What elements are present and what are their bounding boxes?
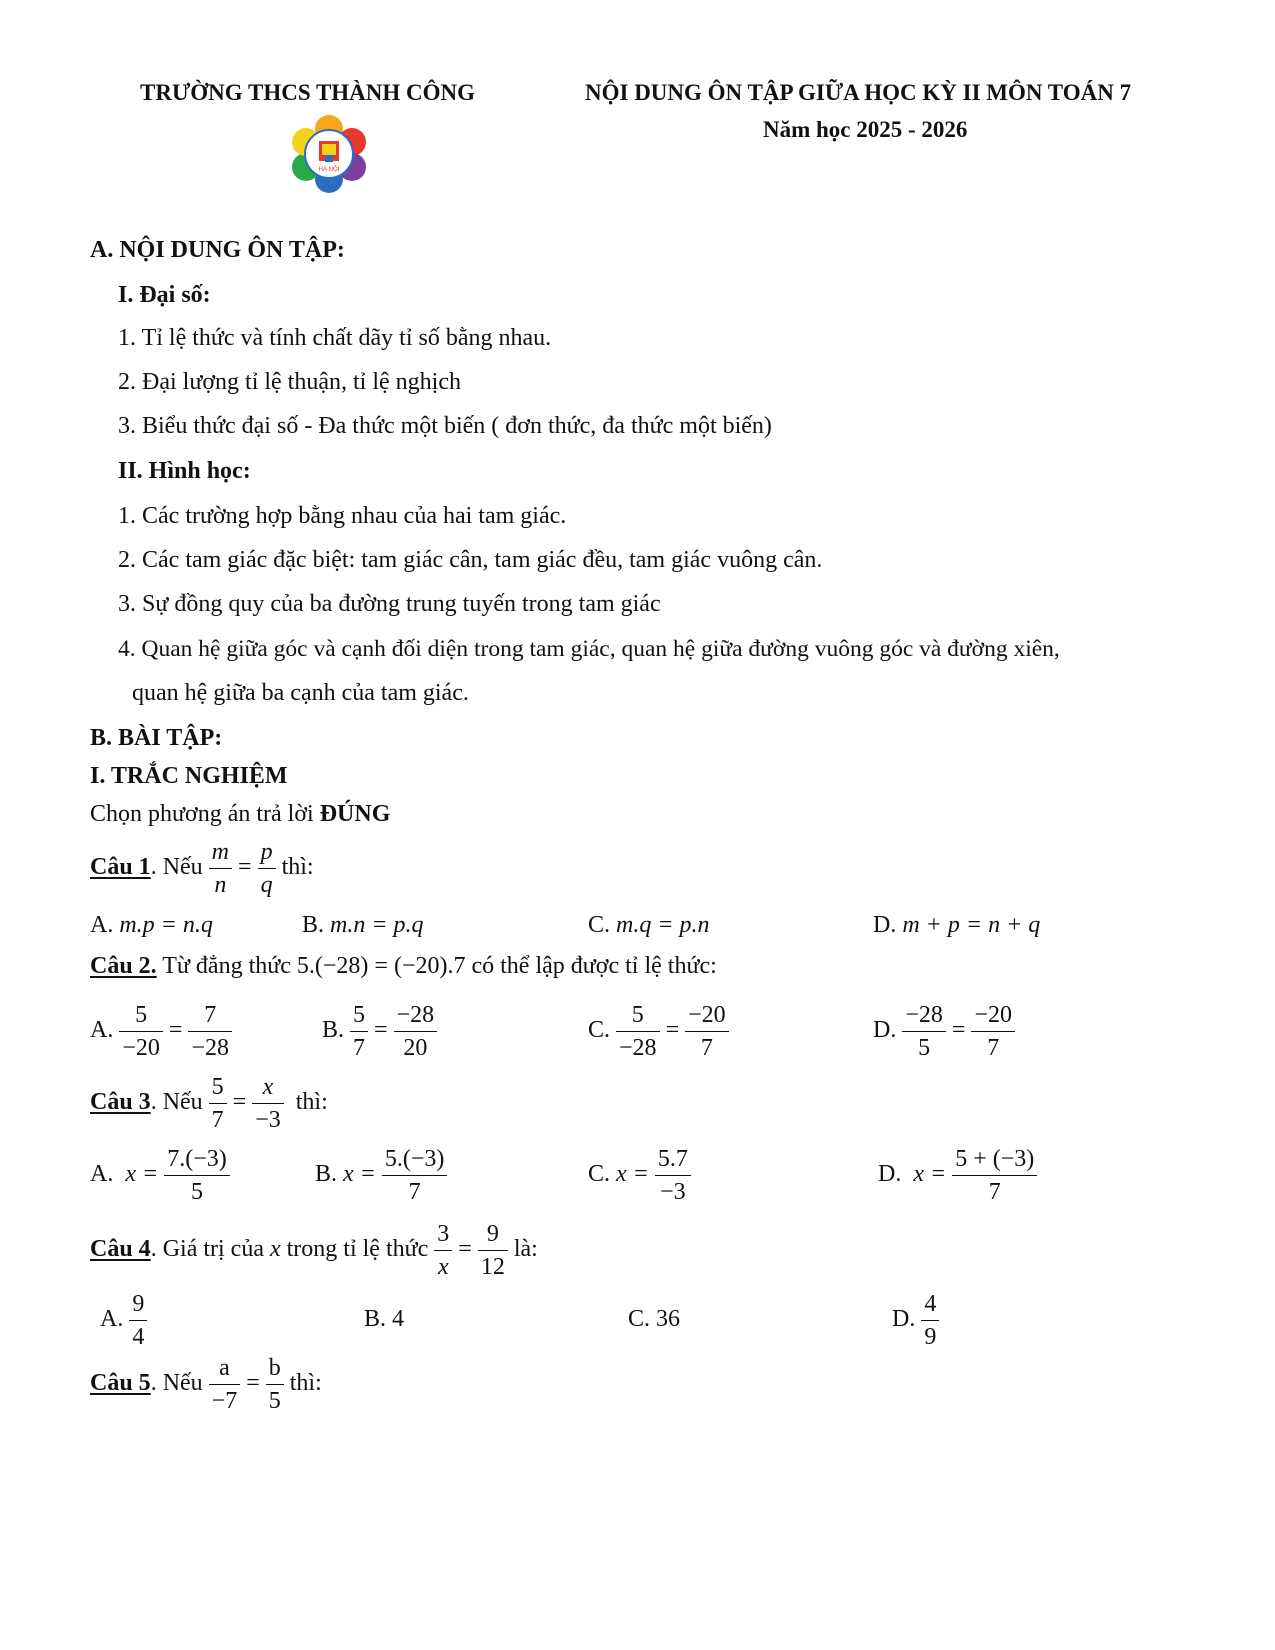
question-5: Câu 5. Nếu $\frac{a}{-7}$ = $\frac{b}{5}$ thì: [90, 1355, 322, 1414]
question-text: . Giá trị của [150, 1236, 270, 1263]
equation: 5.(−28) = (−20).7 [296, 953, 466, 979]
fraction: $\frac{-20}{7}$ [685, 1003, 729, 1060]
q3-option-d[interactable]: D. x = $\frac{5 + (-3)}{7}$ [878, 1147, 1037, 1204]
question-text: . Nếu [150, 1370, 203, 1397]
question-label: Câu 2. [90, 953, 157, 979]
school-logo [290, 115, 368, 193]
fraction: $\frac{m}{n}$ [209, 840, 232, 897]
document-title: NỘI DUNG ÔN TẬP GIỮA HỌC KỲ II MÔN TOÁN 7 [585, 80, 1132, 105]
question-2 [90, 953, 717, 980]
q1-option-a[interactable]: A. m.p = n.q [90, 912, 213, 938]
school-name: TRƯỜNG THCS THÀNH CÔNG [140, 80, 476, 105]
question-text: trong tỉ lệ thức [280, 1236, 435, 1263]
q1-option-c[interactable]: C. m.q = p.n [588, 912, 710, 938]
fraction: $\frac{5}{-20}$ [119, 1003, 163, 1060]
question-label: Câu 3 [90, 1089, 151, 1116]
fraction: $\frac{3}{x}$ [434, 1222, 452, 1279]
question-text: . Nếu [150, 1089, 203, 1116]
q2-option-a[interactable]: A. $\frac{5}{-20}$ = $\frac{7}{-28}$ [90, 1003, 232, 1060]
question-label: Câu 1 [90, 854, 151, 881]
question-label: Câu 4 [90, 1236, 151, 1263]
geometry-heading: II. Hình học: [118, 458, 251, 484]
question-text: thì: [289, 1370, 322, 1397]
fraction: $\frac{p}{q}$ [258, 840, 276, 897]
question-text: có thể lập được tỉ lệ thức: [465, 953, 717, 979]
question-1: Câu 1. Nếu $\frac{m}{n}$ = $\frac{p}{q}$ thì: [90, 839, 314, 898]
geometry-item: quan hệ giữa ba cạnh của tam giác. [132, 680, 469, 706]
q1-option-b[interactable]: B. m.n = p.q [302, 912, 424, 938]
fraction: $\frac{-28}{5}$ [902, 1003, 946, 1060]
variable: x [269, 1236, 281, 1263]
q2-option-c[interactable]: C. $\frac{5}{-28}$ = $\frac{-20}{7}$ [588, 1003, 729, 1060]
instruction-text: Chọn phương án trả lời [90, 801, 320, 827]
fraction: $\frac{5}{7}$ [350, 1003, 368, 1060]
fraction: $\frac{5.(-3)}{7}$ [382, 1147, 448, 1204]
geometry-item: 2. Các tam giác đặc biệt: tam giác cân, tam giác đều, tam giác vuông cân. [118, 547, 823, 573]
question-text: thì: [295, 1089, 328, 1116]
fraction: $\frac{a}{-7}$ [209, 1356, 241, 1413]
algebra-item: 2. Đại lượng tỉ lệ thuận, tỉ lệ nghịch [118, 369, 461, 395]
q4-option-a[interactable]: A. $\frac{9}{4}$ [100, 1292, 147, 1349]
q4-option-c[interactable]: C. 36 [628, 1306, 681, 1332]
geometry-item: 1. Các trường hợp bằng nhau của hai tam giác. [118, 503, 567, 529]
fraction: $\frac{-28}{20}$ [394, 1003, 438, 1060]
question-4: Câu 4. Giá trị của x trong tỉ lệ thức $\frac{3}{x}$ = $\frac{9}{12}$ là: [90, 1221, 538, 1280]
q3-option-a[interactable]: A. x = $\frac{7.(-3)}{5}$ [90, 1147, 230, 1204]
algebra-heading: I. Đại số: [118, 282, 211, 308]
q2-option-b[interactable]: B. $\frac{5}{7}$ = $\frac{-28}{20}$ [322, 1003, 437, 1060]
instruction [90, 801, 390, 828]
fraction: $\frac{-20}{7}$ [971, 1003, 1015, 1060]
section-a-heading: A. NỘI DUNG ÔN TẬP: [90, 237, 345, 263]
algebra-item: 3. Biểu thức đại số - Đa thức một biến ( đơn thức, đa thức một biến) [118, 413, 772, 439]
fraction: $\frac{5 + (-3)}{7}$ [952, 1147, 1037, 1204]
q4-option-d[interactable]: D. $\frac{4}{9}$ [892, 1292, 939, 1349]
fraction: $\frac{9}{12}$ [478, 1222, 508, 1279]
q3-option-b[interactable]: B. x = $\frac{5.(-3)}{7}$ [315, 1147, 447, 1204]
q1-option-d[interactable]: D. m + p = n + q [873, 912, 1041, 938]
fraction: $\frac{7.(-3)}{5}$ [164, 1147, 230, 1204]
geometry-item: 4. Quan hệ giữa góc và cạnh đối diện trong tam giác, quan hệ giữa đường vuông góc và đường xiên, [118, 636, 1060, 662]
instruction-emphasis: ĐÚNG [319, 801, 391, 827]
question-3: Câu 3. Nếu $\frac{5}{7}$ = $\frac{x}{-3}$ thì: [90, 1074, 328, 1133]
section-b-heading: B. BÀI TẬP: [90, 725, 223, 751]
fraction: $\frac{4}{9}$ [921, 1292, 939, 1349]
fraction: $\frac{5.7}{-3}$ [655, 1147, 691, 1204]
fraction: $\frac{x}{-3}$ [252, 1075, 284, 1132]
algebra-item: 1. Tỉ lệ thức và tính chất dãy tỉ số bằng nhau. [118, 325, 552, 351]
svg-text:HÀ NỘI: HÀ NỘI [318, 167, 340, 173]
question-text: . Nếu [150, 854, 203, 881]
fraction: $\frac{b}{5}$ [266, 1356, 284, 1413]
fraction: $\frac{5}{-28}$ [616, 1003, 660, 1060]
q2-option-d[interactable]: D. $\frac{-28}{5}$ = $\frac{-20}{7}$ [873, 1003, 1015, 1060]
multiple-choice-heading: I. TRẮC NGHIỆM [90, 763, 288, 789]
fraction: $\frac{7}{-28}$ [188, 1003, 232, 1060]
geometry-item: 3. Sự đồng quy của ba đường trung tuyến trong tam giác [118, 591, 661, 617]
q4-option-b[interactable]: B. 4 [364, 1306, 405, 1332]
fraction: $\frac{5}{7}$ [209, 1075, 227, 1132]
school-year: Năm học 2025 - 2026 [763, 117, 968, 142]
fraction: $\frac{9}{4}$ [129, 1292, 147, 1349]
question-text: Từ đẳng thức [156, 953, 297, 979]
question-text: là: [513, 1236, 538, 1263]
question-label: Câu 5 [90, 1370, 151, 1397]
question-text: thì: [281, 854, 314, 881]
q3-option-c[interactable]: C. x = $\frac{5.7}{-3}$ [588, 1147, 691, 1204]
